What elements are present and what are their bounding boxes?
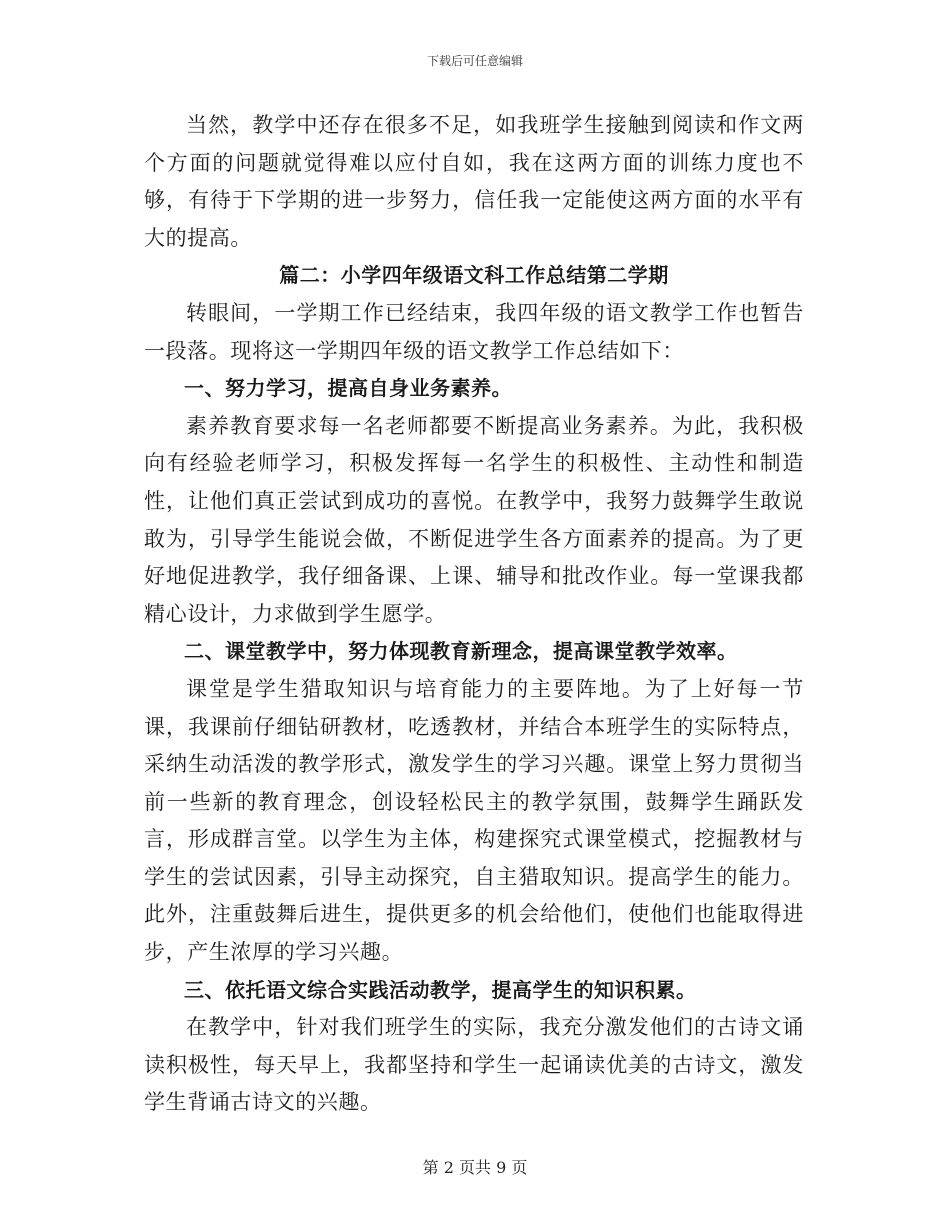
- section-title: 篇二：小学四年级语文科工作总结第二学期: [279, 263, 669, 288]
- document-body: [144, 107, 804, 1122]
- paragraph-classroom: 课堂是学生猎取知识与培育能力的主要阵地。为了上好每一节课，我课前仔细钻研教材，吃透教材，并结合本班学生的实际特点，采纳生动活泼的教学形式，激发学生的学习兴趣。课堂上努力贯彻当前一些新的教育理念，创设轻松民主的教学氛围，鼓舞学生踊跃发言，形成群言堂。以学生为主体，构建探究式课堂模式，挖掘教材与学生的尝试因素，引导主动探究，自主猎取知识。提高学生的能力。此外，注重鼓舞后进生，提供更多的机会给他们，使他们也能取得进步，产生浓厚的学习兴趣。: [144, 676, 804, 965]
- paragraph-intro: 转眼间，一学期工作已经结束，我四年级的语文教学工作也暂告一段落。现将这一学期四年级的语文教学工作总结如下：: [144, 300, 804, 363]
- heading-2: 二、课堂教学中，努力体现教育新理念，提高课堂教学效率。: [184, 639, 738, 664]
- page-footer: 第 2 页共 9 页: [422, 1158, 528, 1177]
- page-header: 下载后可任意编辑: [426, 54, 523, 68]
- paragraph-study: 素养教育要求每一名老师都要不断提高业务素养。为此，我积极向有经验老师学习，积极发挥每一名学生的积极性、主动性和制造性，让他们真正尝试到成功的喜悦。在教学中，我努力鼓舞学生敢说敢为，引导学生能说会做，不断促进学生各方面素养的提高。为了更好地促进教学，我仔细备课、上课、辅导和批改作业。每一堂课我都精心设计，力求做到学生愿学。: [144, 413, 804, 626]
- paragraph-practice: 在教学中，针对我们班学生的实际，我充分激发他们的古诗文诵读积极性，每天早上，我都坚持和学生一起诵读优美的古诗文，激发学生背诵古诗文的兴趣。: [144, 1015, 804, 1115]
- heading-3: 三、依托语文综合实践活动教学，提高学生的知识积累。: [184, 977, 697, 1002]
- heading-1: 一、努力学习，提高自身业务素养。: [184, 376, 512, 401]
- paragraph-conclusion: 当然，教学中还存在很多不足，如我班学生接触到阅读和作文两个方面的问题就觉得难以应付自如，我在这两方面的训练力度也不够，有待于下学期的进一步努力，信任我一定能使这两方面的水平有大的提高。: [144, 113, 804, 250]
